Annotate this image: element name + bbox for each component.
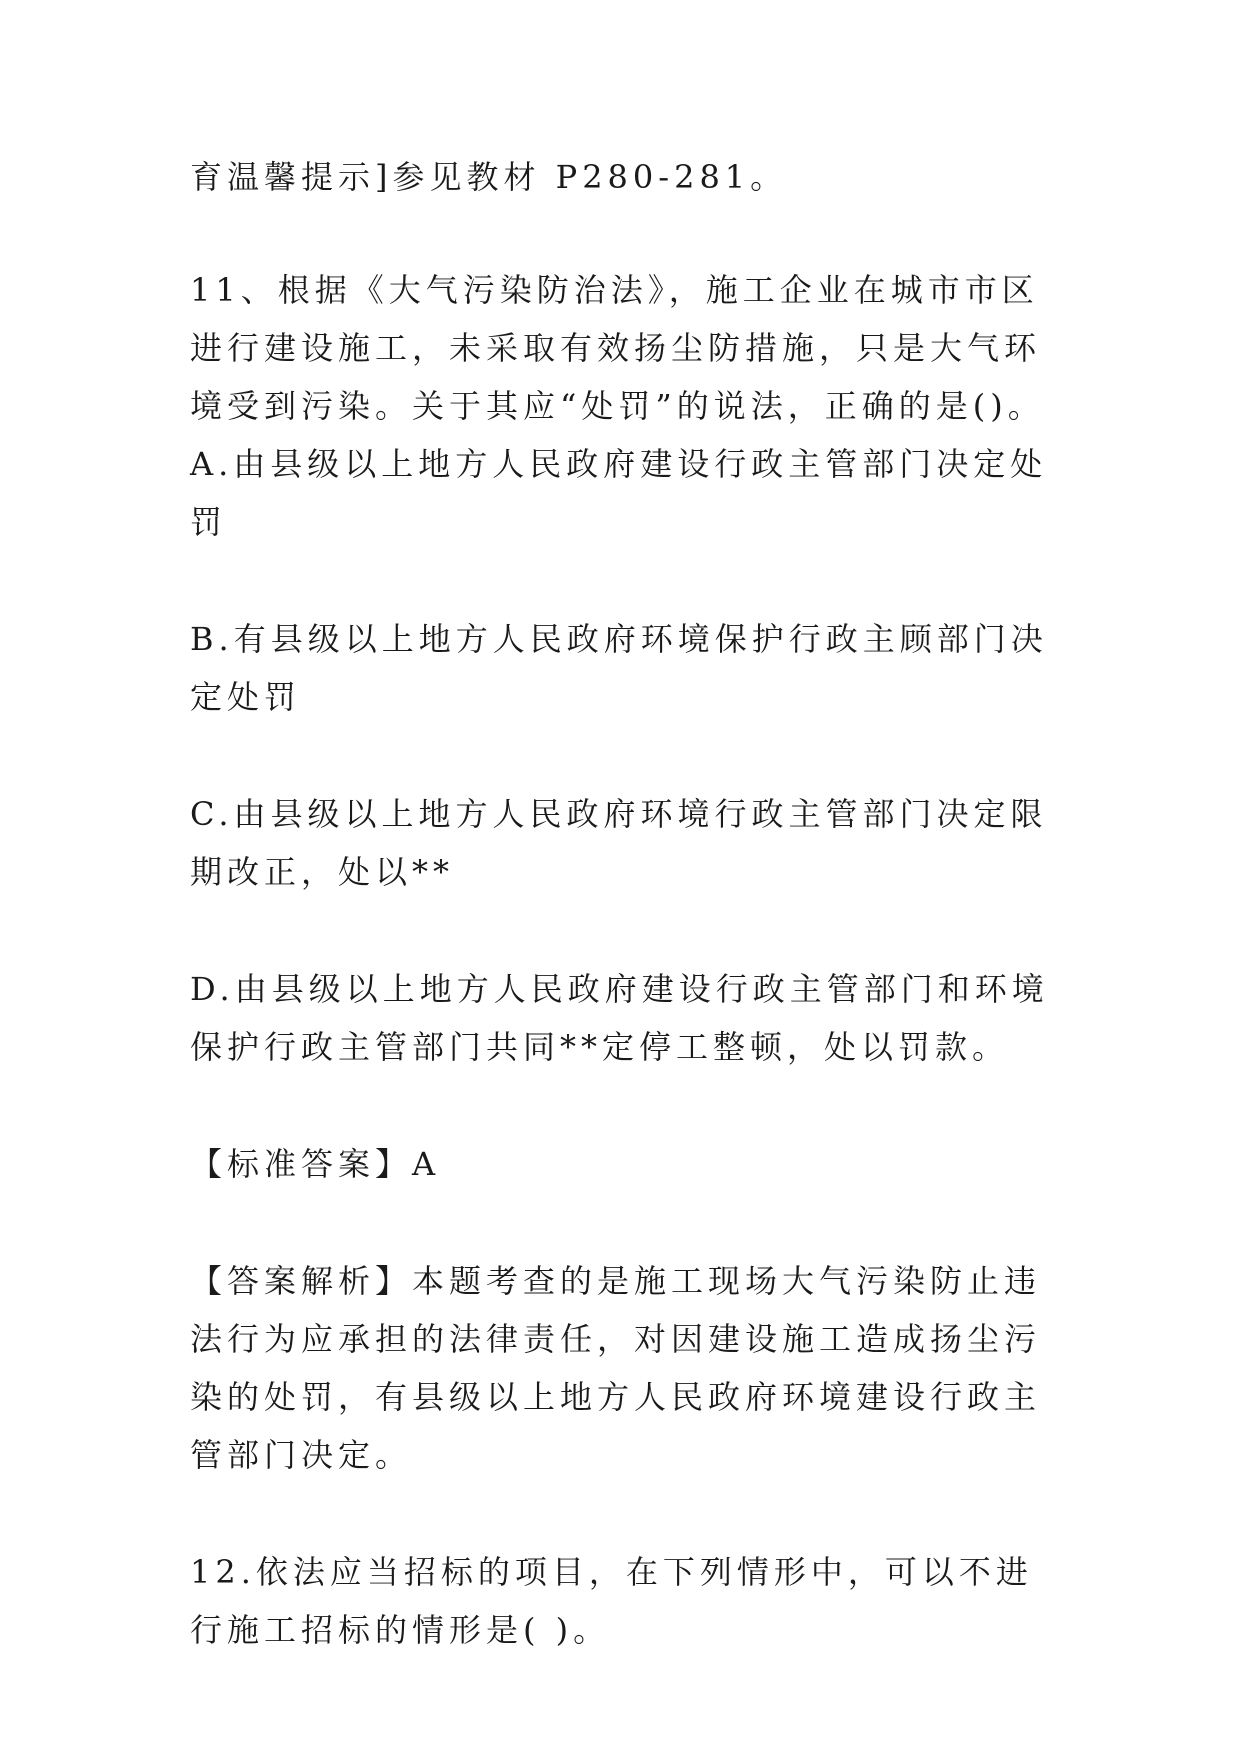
question-11-stem: 11、根据《大气污染防治法》，施工企业在城市市区进行建设施工，未采取有效扬尘防措施，只是大气环境受到污染。关于其应“处罚”的说法，正确的是()。 A.由县级以上地方人民政府建设行政主管部门决定处罚: [190, 271, 1060, 541]
option-b: B.有县级以上地方人民政府环境保护行政主顾部门决定处罚: [190, 620, 1048, 716]
option-c: C.由县级以上地方人民政府环境行政主管部门决定限期改正，处以**: [190, 795, 1048, 891]
standard-answer: 【标准答案】A: [190, 1145, 441, 1183]
option-d: D.由县级以上地方人民政府建设行政主管部门和环境保护行政主管部门共同**定停工整顿，处以罚款。: [190, 970, 1049, 1066]
paragraph-tip: 育温馨提示]参见教材 P280-281。: [190, 158, 788, 196]
question-12-stem: 12.依法应当招标的项目，在下列情形中，可以不进行施工招标的情形是( )。: [190, 1553, 1033, 1649]
document-page: [190, 148, 1060, 1659]
answer-explanation: 【答案解析】本题考查的是施工现场大气污染防止违法行为应承担的法律责任，对因建设施工造成扬尘污染的处罚，有县级以上地方人民政府环境建设行政主管部门决定。: [190, 1262, 1042, 1474]
